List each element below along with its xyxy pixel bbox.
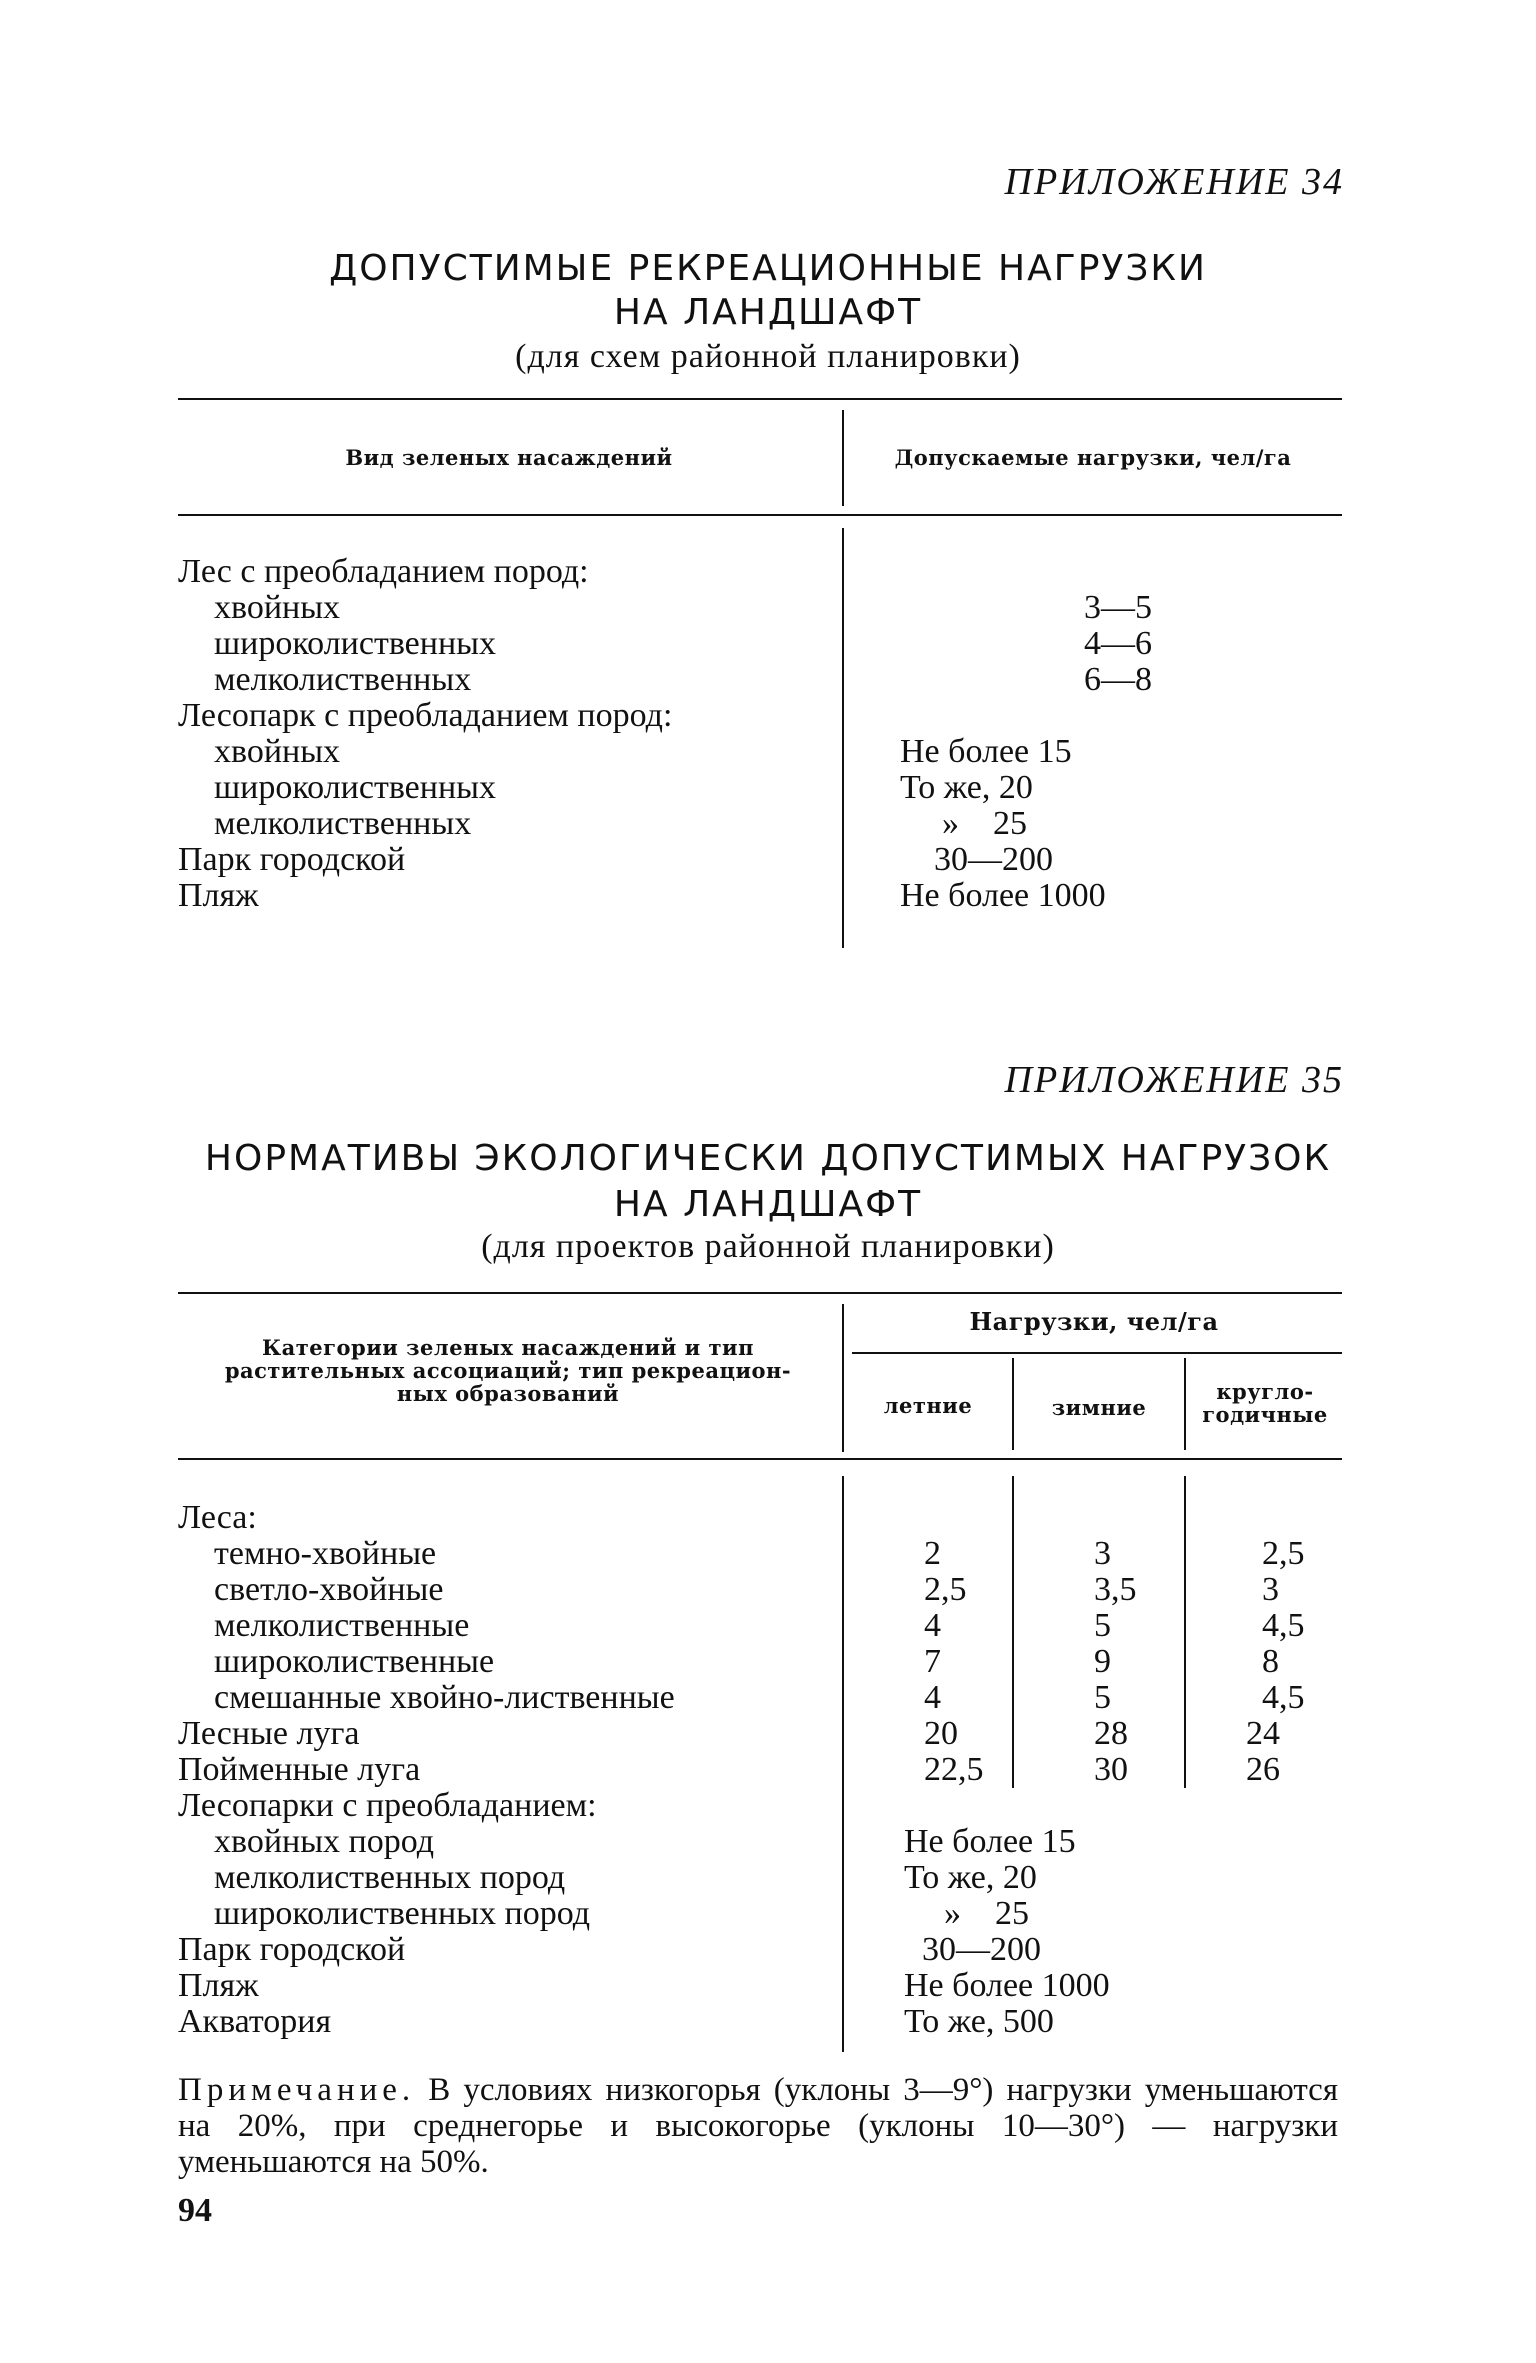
- table-row-label: хвойных: [214, 733, 341, 770]
- appendix-34-title-line2: НА ЛАНДШАФТ: [613, 292, 923, 333]
- appendix-35-subtitle: (для проектов районной планировки): [481, 1228, 1055, 1265]
- table-cell-summer: 2: [924, 1535, 941, 1572]
- table-row-label: Парк городской: [178, 841, 406, 878]
- table-row-label: Лесопарки с преобладанием:: [178, 1787, 597, 1824]
- table-cell-winter: 28: [1094, 1715, 1128, 1752]
- table-row-label: Леса:: [178, 1499, 257, 1536]
- table-row-label: широколиственные: [214, 1643, 495, 1680]
- table34-header-divider: [842, 410, 844, 506]
- table-row-label: мелколиственных: [214, 805, 472, 842]
- table-cell-year: 8: [1262, 1643, 1279, 1680]
- footnote-text: В условиях низкогорья (уклоны 3—9°) нагрузки уменьшаются на 20%, при среднегорье и высокогорье (уклоны 10—30°) — нагрузки уменьшаются на 50%.: [178, 2072, 1338, 2180]
- table-cell-summer: 22,5: [924, 1751, 984, 1788]
- table-cell-span: 30—200: [922, 1931, 1041, 1968]
- table35-body-divider: [842, 1476, 844, 2052]
- table-cell-year: 4,5: [1262, 1679, 1305, 1716]
- header-line: годичные: [1202, 1402, 1328, 1427]
- table-cell-year: 4,5: [1262, 1607, 1305, 1644]
- table-cell-winter: 3: [1094, 1535, 1111, 1572]
- table34-col1-header: Вид зеленых насаждений: [345, 445, 673, 470]
- table35-body-divider-3: [1184, 1476, 1186, 1788]
- table-row-value: 6—8: [1084, 661, 1152, 698]
- header-line: растительных ассоциаций; тип рекреацион-: [224, 1358, 792, 1383]
- appendix-34-title-line1: ДОПУСТИМЫЕ РЕКРЕАЦИОННЫЕ НАГРУЗКИ: [329, 248, 1207, 289]
- table35-col-winter: зимние: [1051, 1395, 1147, 1420]
- footnote: [178, 2072, 1338, 2180]
- table-cell-year: 3: [1262, 1571, 1279, 1608]
- table-row-label: Лес с преобладанием пород:: [178, 553, 589, 590]
- table-cell-year: 26: [1246, 1751, 1280, 1788]
- table-cell-summer: 4: [924, 1607, 941, 1644]
- table-cell-winter: 5: [1094, 1679, 1111, 1716]
- table-row-label: светло-хвойные: [214, 1571, 444, 1608]
- appendix-34-subtitle: (для схем районной планировки): [515, 338, 1021, 375]
- table-row-label: мелколиственных: [214, 661, 472, 698]
- table-row-label: хвойных пород: [214, 1823, 435, 1860]
- appendix-35-label: ПРИЛОЖЕНИЕ 35: [1004, 1059, 1344, 1101]
- header-line: ных образований: [396, 1381, 620, 1406]
- table35-col-year: [1188, 1380, 1342, 1426]
- table35-col-summer: летние: [883, 1393, 973, 1418]
- table34-top-rule: [178, 398, 1342, 400]
- appendix-35-title-line2: НА ЛАНДШАФТ: [613, 1184, 923, 1225]
- table-cell-winter: 3,5: [1094, 1571, 1137, 1608]
- table35-col1-header: [178, 1336, 838, 1405]
- table-cell-span: То же, 20: [904, 1859, 1037, 1896]
- table-cell-span: То же, 500: [904, 2003, 1054, 2040]
- table-row-label: Пляж: [178, 877, 259, 914]
- table-cell-summer: 20: [924, 1715, 958, 1752]
- table-row-label: смешанные хвойно-лиственные: [214, 1679, 675, 1716]
- table35-header-divider-3: [1184, 1358, 1186, 1450]
- table35-header-divider: [842, 1304, 844, 1452]
- table-row-label: широколиственных: [214, 625, 497, 662]
- table35-top-rule: [178, 1292, 1342, 1294]
- table-cell-span: Не более 1000: [904, 1967, 1110, 2004]
- table-row-value: 30—200: [934, 841, 1053, 878]
- table-row-value: » 25: [942, 805, 1027, 842]
- table-row-label: темно-хвойные: [214, 1535, 437, 1572]
- table-row-label: Лесопарк с преобладанием пород:: [178, 697, 673, 734]
- table34-header-rule: [178, 514, 1342, 516]
- table-cell-summer: 4: [924, 1679, 941, 1716]
- table-cell-winter: 30: [1094, 1751, 1128, 1788]
- table-row-value: То же, 20: [900, 769, 1033, 806]
- appendix-35-title-line1: НОРМАТИВЫ ЭКОЛОГИЧЕСКИ ДОПУСТИМЫХ НАГРУЗОК: [204, 1138, 1332, 1179]
- page-number: 94: [178, 2192, 212, 2229]
- table35-header-rule: [178, 1458, 1342, 1460]
- table-row-label: широколиственных пород: [214, 1895, 591, 1932]
- table35-header-divider-2: [1012, 1358, 1014, 1450]
- table-cell-winter: 9: [1094, 1643, 1111, 1680]
- table-row-label: Пойменные луга: [178, 1751, 421, 1788]
- table-row-value: Не более 15: [900, 733, 1072, 770]
- table-cell-span: » 25: [944, 1895, 1029, 1932]
- table-row-label: мелколиственных пород: [214, 1859, 566, 1896]
- header-line: Категории зеленых насаждений и тип: [262, 1335, 754, 1360]
- table-cell-winter: 5: [1094, 1607, 1111, 1644]
- table-cell-summer: 2,5: [924, 1571, 967, 1608]
- table34-body-divider: [842, 528, 844, 948]
- table-cell-year: 24: [1246, 1715, 1280, 1752]
- table-row-label: Лесные луга: [178, 1715, 360, 1752]
- appendix-34-label: ПРИЛОЖЕНИЕ 34: [1004, 161, 1344, 203]
- table-row-label: хвойных: [214, 589, 341, 626]
- table-row-label: Парк городской: [178, 1931, 406, 1968]
- table-cell-year: 2,5: [1262, 1535, 1305, 1572]
- table-row-label: мелколиственные: [214, 1607, 470, 1644]
- header-line: кругло-: [1216, 1379, 1314, 1404]
- table35-body-divider-2: [1012, 1476, 1014, 1788]
- table35-group-header: Нагрузки, чел/га: [969, 1307, 1219, 1336]
- table-row-label: широколиственных: [214, 769, 497, 806]
- table35-group-rule: [852, 1352, 1342, 1354]
- table-row-label: Пляж: [178, 1967, 259, 2004]
- table-row-value: 3—5: [1084, 589, 1152, 626]
- footnote-lead: Примечание.: [178, 2072, 416, 2108]
- table34-col2-header: Допускаемые нагрузки, чел/га: [894, 445, 1292, 470]
- table-row-value: Не более 1000: [900, 877, 1106, 914]
- table-cell-summer: 7: [924, 1643, 941, 1680]
- table-row-value: 4—6: [1084, 625, 1152, 662]
- table-cell-span: Не более 15: [904, 1823, 1076, 1860]
- table-row-label: Акватория: [178, 2003, 332, 2040]
